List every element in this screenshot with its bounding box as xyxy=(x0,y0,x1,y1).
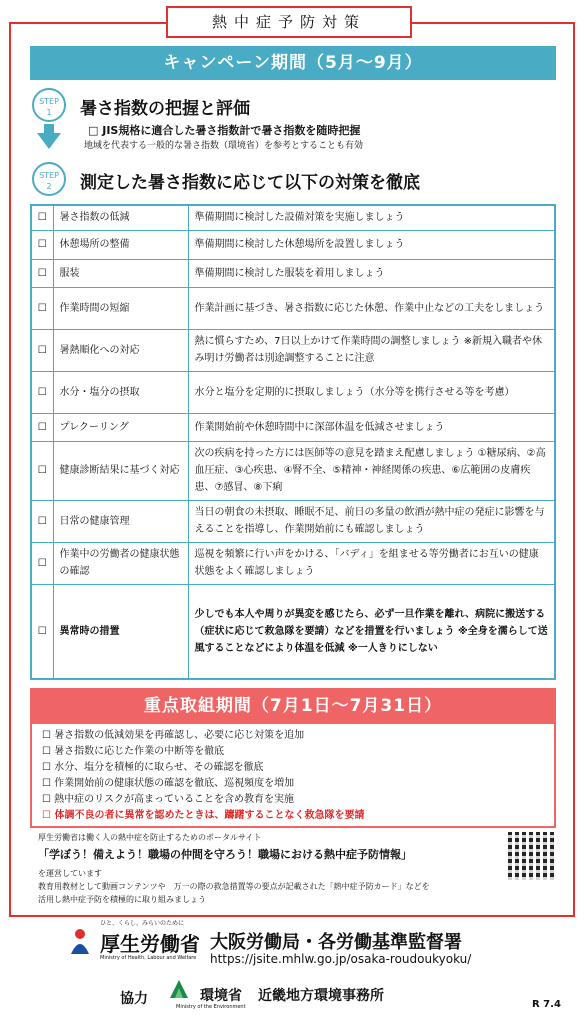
checkbox-icon[interactable]: ☐ xyxy=(31,329,53,371)
footer-line1: 厚生労働省は働く人の熱中症を防止するためのポータルサイト xyxy=(38,833,262,842)
step1-note: 地域を代表する一般的な暑さ指数（環境省）を参考とすることも有効 xyxy=(84,141,364,151)
step1-badge xyxy=(32,88,66,122)
measure-desc: 作業開始前や休憩時間中に深部体温を低減させましょう xyxy=(188,413,555,441)
env-ministry-name: 環境省 xyxy=(200,988,242,1004)
footer-line4: 教育用教材として動画コンテンツや 万一の際の救急措置等の要点が記載された「熱中症予防カード」などを xyxy=(38,882,430,891)
bureau-name: 大阪労働局・各労働基準監督署 xyxy=(210,932,462,953)
qr-code-icon[interactable] xyxy=(508,832,556,880)
table-row xyxy=(31,413,555,441)
checkbox-icon[interactable]: ☐ xyxy=(31,287,53,329)
step2-badge xyxy=(32,162,66,196)
measure-item: 水分・塩分の摂取 xyxy=(53,371,188,413)
table-row xyxy=(31,441,555,500)
checkbox-icon[interactable]: ☐ xyxy=(31,230,53,259)
footer-line5: 活用し熱中症予防を積極的に取り組みましょう xyxy=(38,895,206,904)
table-row xyxy=(31,259,555,287)
step1-badge-label: STEP xyxy=(39,97,59,106)
checkbox-icon[interactable]: ☐ xyxy=(31,371,53,413)
table-row xyxy=(31,287,555,329)
measure-item: 服装 xyxy=(53,259,188,287)
mhlw-logo-icon xyxy=(68,928,92,956)
checkbox-icon[interactable]: ☐ xyxy=(31,500,53,542)
table-row xyxy=(31,230,555,259)
cooperation-label: 協力 xyxy=(120,991,148,1007)
footer-line3: を運営しています xyxy=(38,869,102,878)
list-item: ☐ 暑さ指数の低減効果を再確認し、必要に応じ対策を追加 xyxy=(42,730,305,741)
table-row xyxy=(31,542,555,584)
env-office-name: 近畿地方環境事務所 xyxy=(258,988,384,1004)
env-english: Ministry of the Environment xyxy=(176,1004,246,1010)
checkbox-icon[interactable]: ☐ xyxy=(31,584,53,679)
list-item: ☐ 熱中症のリスクが高まっていることを含め教育を実施 xyxy=(42,794,294,805)
step1-item: □ JIS規格に適合した暑さ指数計で暑さ指数を随時把握 xyxy=(88,124,361,137)
juuten-banner: 重点取組期間（7月1日～7月31日） xyxy=(30,688,556,724)
table-row xyxy=(31,584,555,679)
table-row xyxy=(31,371,555,413)
bureau-url[interactable]: https://jsite.mhlw.go.jp/osaka-roudoukyoku/ xyxy=(210,952,472,966)
mhlw-slogan: ひと、くらし、みらいのために xyxy=(100,920,185,927)
measure-item: 異常時の措置 xyxy=(53,584,188,679)
table-row xyxy=(31,329,555,371)
measure-item: 作業中の労働者の健康状態の確認 xyxy=(53,542,188,584)
step2-badge-num: 2 xyxy=(46,182,52,191)
list-item: ☐ 暑さ指数に応じた作業の中断等を徹底 xyxy=(42,746,225,757)
measure-item: 日常の健康管理 xyxy=(53,500,188,542)
footer-notes xyxy=(38,867,430,906)
measure-item: 暑さ指数の低減 xyxy=(53,205,188,230)
measures-table xyxy=(30,204,556,680)
measure-desc: 準備期間に検討した設備対策を実施しましょう xyxy=(188,205,555,230)
table-row xyxy=(31,205,555,230)
measure-item: 暑熱順化への対応 xyxy=(53,329,188,371)
checkbox-icon[interactable]: ☐ xyxy=(31,542,53,584)
measure-item: 休憩場所の整備 xyxy=(53,230,188,259)
list-item: ☐ 水分、塩分を積極的に取らせ、その確認を徹底 xyxy=(42,762,264,773)
measure-desc: 次の疾病を持った方には医師等の意見を踏まえ配慮しましょう ①糖尿病、②高血圧症、③心疾患、④腎不全、⑤精神・神経関係の疾患、⑥広範囲の皮膚疾患、⑦感冒、⑧下痢 xyxy=(188,441,555,500)
measure-item: 作業時間の短縮 xyxy=(53,287,188,329)
campaign-banner: キャンペーン期間（5月～9月） xyxy=(30,46,556,80)
env-logo-icon xyxy=(168,978,190,1000)
footer-portal-name: 「学ぼう！備えよう！職場の仲間を守ろう！職場における熱中症予防情報」 xyxy=(38,848,412,861)
table-row xyxy=(31,500,555,542)
checkbox-icon[interactable]: ☐ xyxy=(31,441,53,500)
measure-desc: 当日の朝食の未摂取、睡眠不足、前日の多量の飲酒が熱中症の発症に影響を与えることを指導し、作業開始前にも確認しましょう xyxy=(188,500,555,542)
measure-item: 健康診断結果に基づく対応 xyxy=(53,441,188,500)
checkbox-icon[interactable]: ☐ xyxy=(31,413,53,441)
measure-desc: 水分と塩分を定期的に摂取しましょう（水分等を携行させる等を考慮） xyxy=(188,371,555,413)
down-arrow-icon xyxy=(37,133,61,149)
juuten-list xyxy=(30,724,556,828)
issue-date: R 7.4 xyxy=(532,999,561,1010)
mhlw-name: 厚生労働省 xyxy=(100,932,200,956)
step1-badge-num: 1 xyxy=(46,108,52,117)
list-item: ☐ 作業開始前の健康状態の確認を徹底、巡視頻度を増加 xyxy=(42,778,295,789)
step2-badge-label: STEP xyxy=(39,171,59,180)
measure-desc: 少しでも本人や周りが異変を感じたら、必ず一旦作業を離れ、病院に搬送する（症状に応じて救急隊を要請）などを措置を行いましょう ※全身を濡らして送風することなどにより体温を低減 ※一人きりにしない xyxy=(188,584,555,679)
mhlw-english: Ministry of Health, Labour and Welfare xyxy=(100,955,197,961)
measure-item: プレクーリング xyxy=(53,413,188,441)
measure-desc: 準備期間に検討した休憩場所を設置しましょう xyxy=(188,230,555,259)
step1-heading: 暑さ指数の把握と評価 xyxy=(80,99,250,119)
checkbox-icon[interactable]: ☐ xyxy=(31,259,53,287)
measure-desc: 準備期間に検討した服装を着用しましょう xyxy=(188,259,555,287)
step2-heading: 測定した暑さ指数に応じて以下の対策を徹底 xyxy=(80,173,420,193)
page-title: 熱中症予防対策 xyxy=(166,6,412,38)
list-item: ☐ 体調不良の者に異常を認めたときは、躊躇することなく救急隊を要請 xyxy=(42,810,365,821)
checkbox-icon[interactable]: ☐ xyxy=(31,205,53,230)
measure-desc: 作業計画に基づき、暑さ指数に応じた休憩、作業中止などの工夫をしましょう xyxy=(188,287,555,329)
measure-desc: 熱に慣らすため、7日以上かけて作業時間の調整しましょう ※新規入職者や休み明け労働者は別途調整することに注意 xyxy=(188,329,555,371)
measure-desc: 巡視を頻繁に行い声をかける、「バディ」を組ませる等労働者にお互いの健康状態をよく確認しましょう xyxy=(188,542,555,584)
